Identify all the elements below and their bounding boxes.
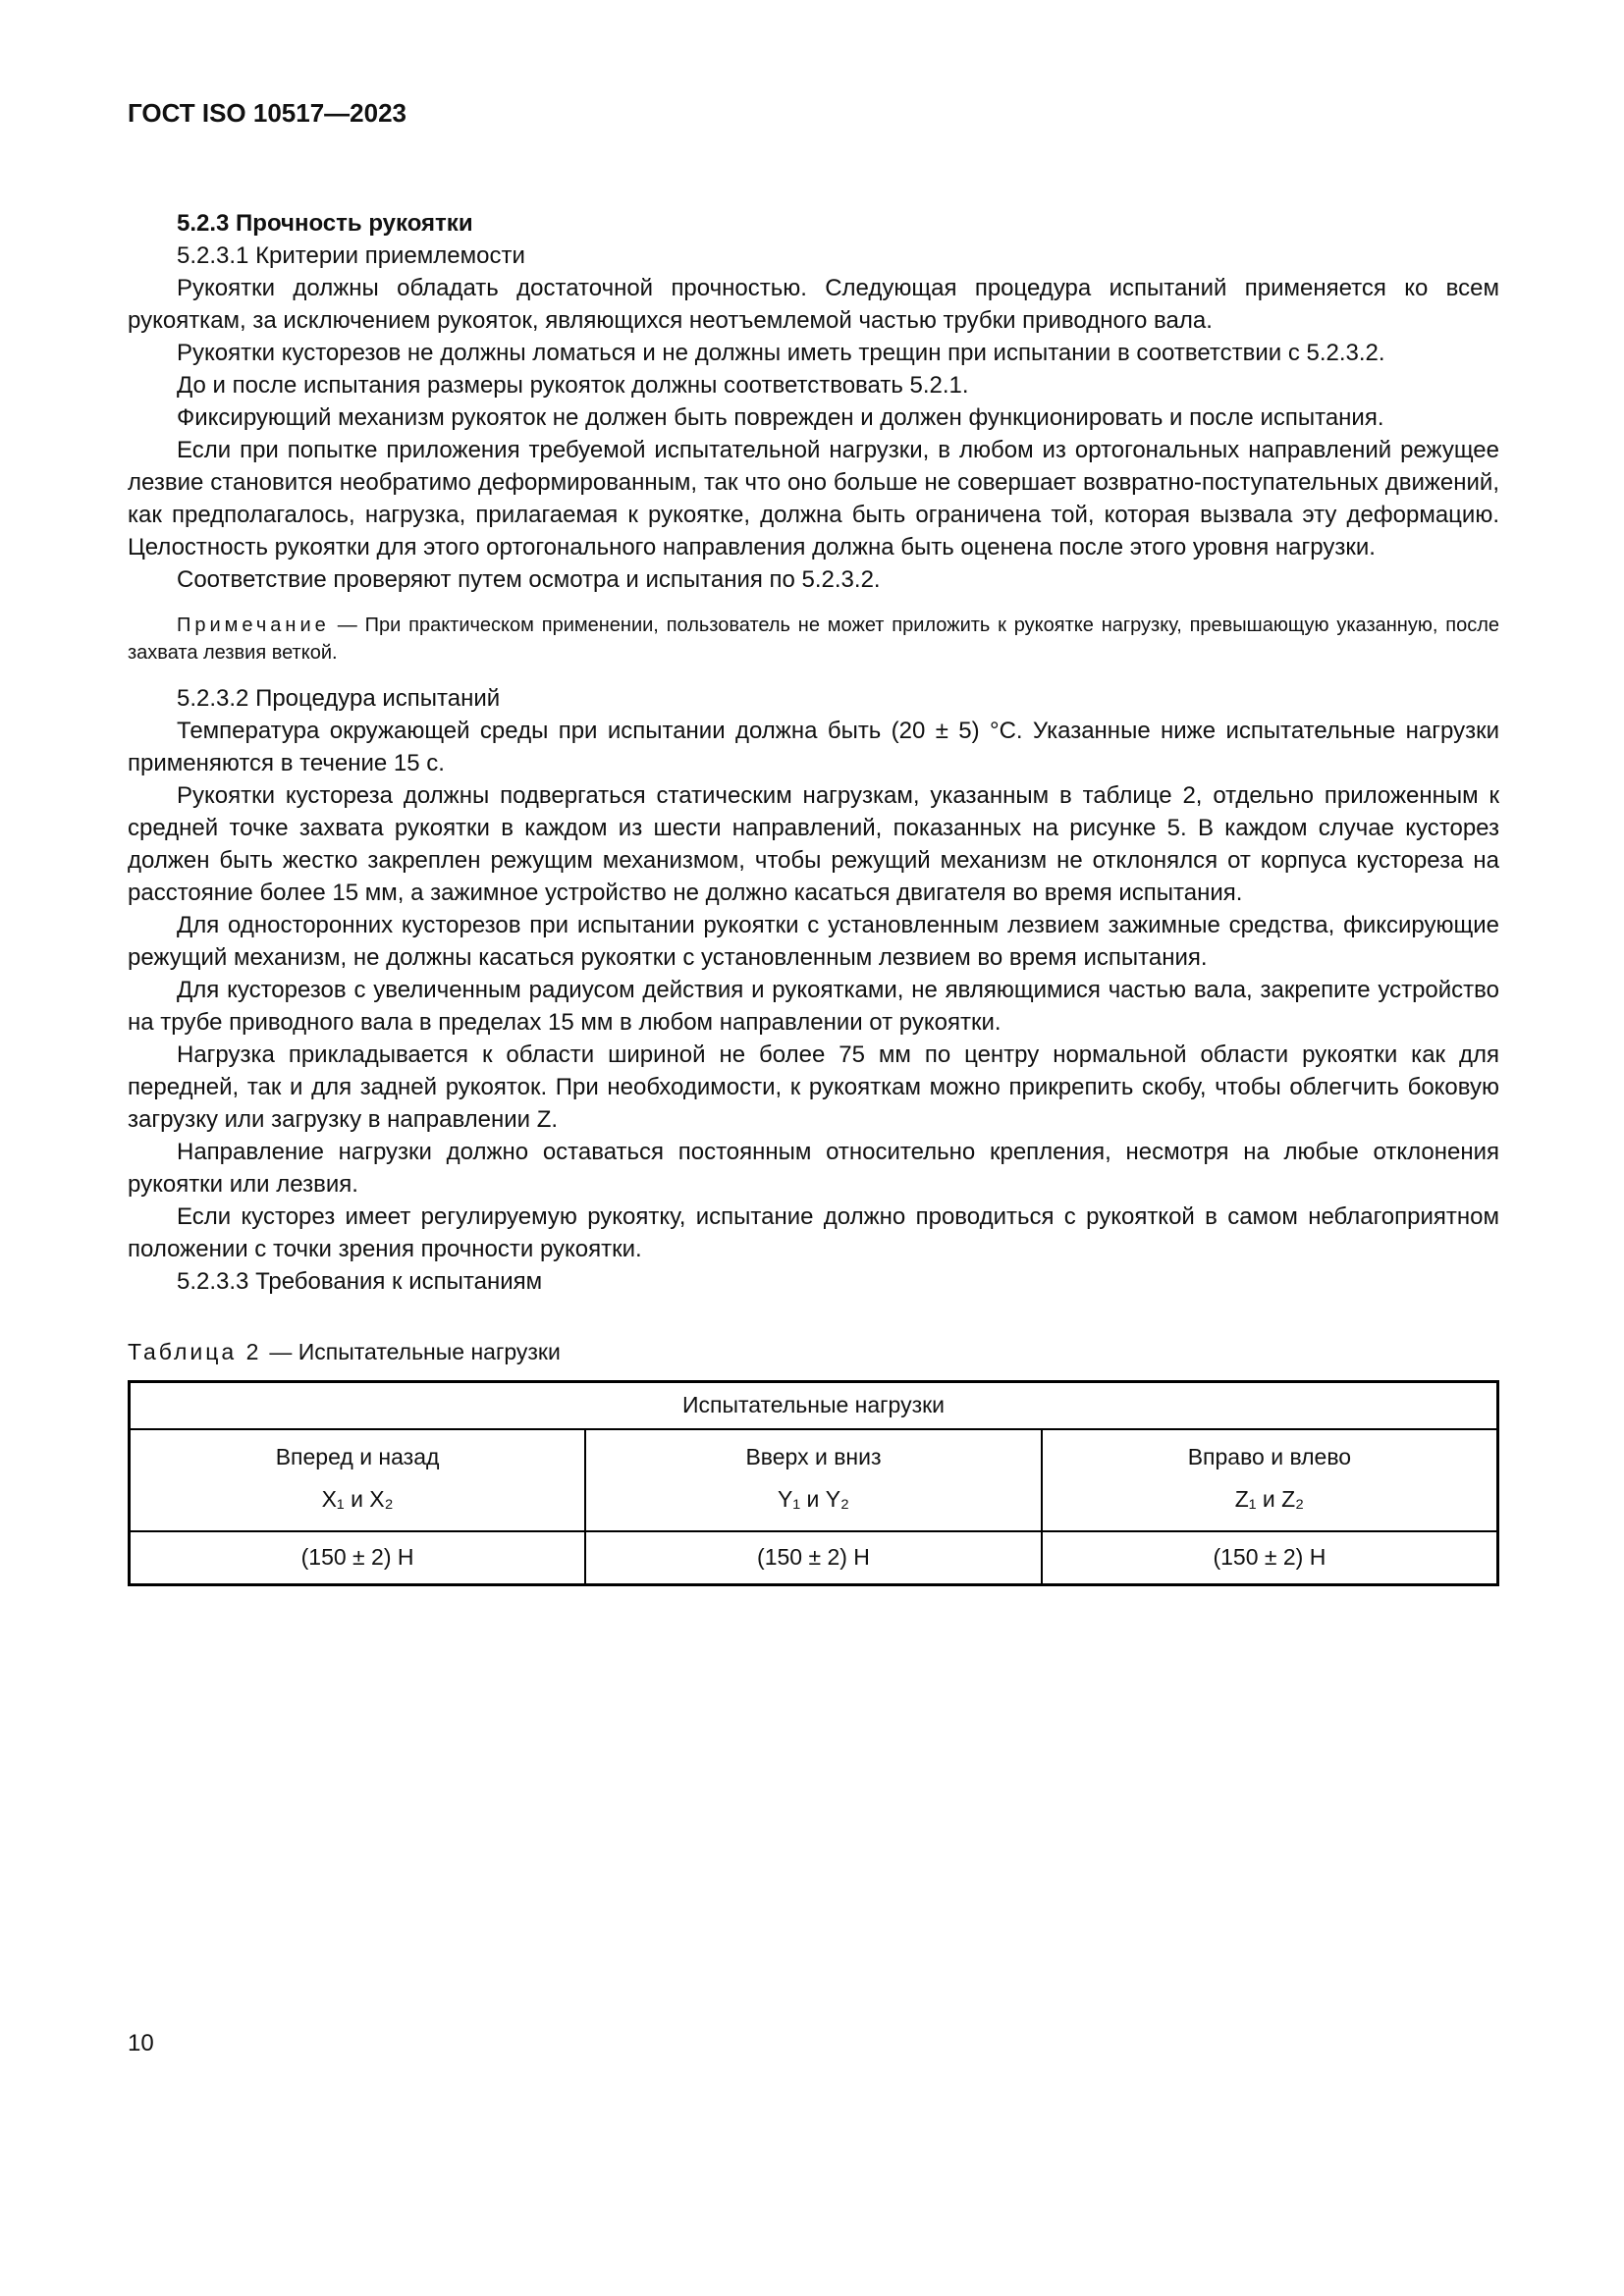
- table-cell-load-y: (150 ± 2) Н: [585, 1531, 1042, 1585]
- paragraph: Для односторонних кусторезов при испытании рукоятки с установленным лезвием зажимные средства, фиксирующие режущий механизм, не должны касаться рукоятки с установленным лезвием во время испытания.: [128, 912, 1499, 971]
- note-text: — При практическом применении, пользователь не может приложить к рукоятке нагрузку, превышающую указанную, после захвата лезвия веткой.: [128, 614, 1499, 664]
- table-load-row: [130, 1531, 1498, 1585]
- direction-label: Вперед и назад: [275, 1444, 440, 1469]
- table-cell-load-x: (150 ± 2) Н: [130, 1531, 586, 1585]
- paragraph: Температура окружающей среды при испытании должна быть (20 ± 5) °C. Указанные ниже испытательные нагрузки применяются в течение 15 с.: [128, 718, 1499, 776]
- page-number: 10: [128, 2030, 154, 2056]
- table-cell-direction-z: [1042, 1429, 1498, 1531]
- section-heading-523: 5.2.3 Прочность рукоятки: [177, 210, 473, 237]
- section-heading-5232: 5.2.3.2 Процедура испытаний: [177, 685, 501, 712]
- paragraph: Нагрузка прикладывается к области шириной не более 75 мм по центру нормальной области рукоятки как для передней, так и для задней рукояток. При необходимости, к рукояткам можно прикрепить скобу, чтобы облегчить боковую загрузку или загрузку в направлении Z.: [128, 1041, 1499, 1133]
- table-caption-label: Таблица 2: [128, 1339, 262, 1364]
- section-heading-5233: 5.2.3.3 Требования к испытаниям: [177, 1268, 543, 1295]
- paragraph: Для кусторезов с увеличенным радиусом действия и рукоятками, не являющимися частью вала, закрепите устройство на трубе приводного вала в пределах 15 мм в любом направлении от рукоятки.: [128, 977, 1499, 1036]
- direction-label: Вправо и влево: [1187, 1444, 1352, 1469]
- table-title-row: [130, 1382, 1498, 1430]
- axes-label: Z₁ и Z₂: [1234, 1486, 1305, 1512]
- paragraph: Направление нагрузки должно оставаться постоянным относительно крепления, несмотря на любые отклонения рукоятки или лезвия.: [128, 1139, 1499, 1198]
- table-caption: [128, 1337, 1499, 1366]
- table-cell-load-z: (150 ± 2) Н: [1042, 1531, 1498, 1585]
- table-caption-text: — Испытательные нагрузки: [269, 1339, 561, 1364]
- paragraph: Если кусторез имеет регулируемую рукоятку, испытание должно проводиться с рукояткой в самом неблагоприятном положении с точки зрения прочности рукоятки.: [128, 1203, 1499, 1262]
- section-heading-5231: 5.2.3.1 Критерии приемлемости: [177, 242, 525, 269]
- paragraph: Рукоятки кусторезов не должны ломаться и не должны иметь трещин при испытании в соответствии с 5.2.3.2.: [177, 340, 1385, 366]
- paragraph: До и после испытания размеры рукояток должны соответствовать 5.2.1.: [177, 372, 969, 399]
- paragraph: Рукоятки должны обладать достаточной прочностью. Следующая процедура испытаний применяется ко всем рукояткам, за исключением рукояток, являющихся неотъемлемой частью трубки приводного вала.: [128, 275, 1499, 334]
- table-cell-direction-x: [130, 1429, 586, 1531]
- document-header: ГОСТ ISO 10517—2023: [128, 98, 407, 128]
- paragraph: Фиксирующий механизм рукояток не должен быть поврежден и должен функционировать и после испытания.: [177, 404, 1384, 431]
- note-paragraph: [128, 612, 1499, 667]
- paragraph: Рукоятки кустореза должны подвергаться статическим нагрузкам, указанным в таблице 2, отдельно приложенным к средней точке захвата рукоятки в каждом из шести направлений, показанных на рисунке 5. В каждом случае кусторез должен быть жестко закреплен режущим механизмом, чтобы режущий механизм не отклонялся от корпуса кустореза на расстояние более 15 мм, а зажимное устройство не должно касаться двигателя во время испытания.: [128, 782, 1499, 906]
- direction-label: Вверх и вниз: [745, 1444, 882, 1469]
- axes-label: X₁ и X₂: [321, 1486, 394, 1512]
- table-cell-direction-y: [585, 1429, 1042, 1531]
- table-header-row: [130, 1429, 1498, 1531]
- note-label: Примечание: [177, 614, 330, 636]
- table-title-cell: Испытательные нагрузки: [130, 1382, 1498, 1430]
- paragraph: Соответствие проверяют путем осмотра и испытания по 5.2.3.2.: [177, 566, 881, 593]
- paragraph: Если при попытке приложения требуемой испытательной нагрузки, в любом из ортогональных направлений режущее лезвие становится необратимо деформированным, так что оно больше не совершает возвратно-поступательных движений, как предполагалось, нагрузка, прилагаемая к рукоятке, должна быть ограничена той, которая вызвала эту деформацию. Целостность рукоятки для этого ортогонального направления должна быть оценена после этого уровня нагрузки.: [128, 437, 1499, 561]
- test-loads-table: [128, 1380, 1499, 1586]
- axes-label: Y₁ и Y₂: [777, 1486, 849, 1512]
